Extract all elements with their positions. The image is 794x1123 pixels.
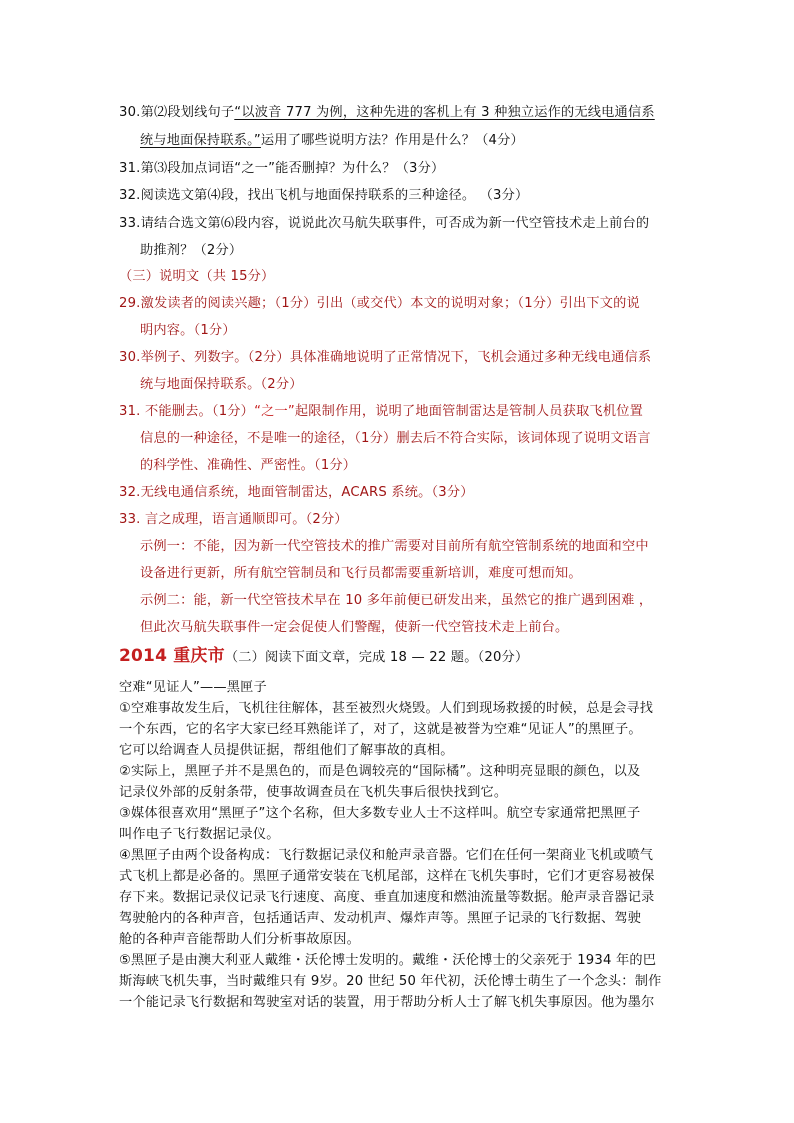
paragraph-5-line-3: 一个能记录飞行数据和驾驶室对话的装置，用于帮助分析人士了解飞机失事原因。他为墨尔 xyxy=(119,995,655,1010)
question-32: 32.阅读选文第⑷段，找出飞机与地面保持联系的三种途径。 （3分） xyxy=(119,188,529,203)
question-30-quote-end: 统与地面保持联系。” xyxy=(140,133,261,148)
paragraph-4-line-3: 存下来。数据记录仪记录飞行速度、高度、垂直加速度和燃油流量等数据。舱声录音器记录 xyxy=(119,890,655,905)
answer-31-line-1 xyxy=(119,403,643,421)
section-city-heading: 2014 重庆市 xyxy=(119,646,225,666)
paragraph-2-line-1: ②实际上，黑匣子并不是黑色的，而是色调较亮的“国际橘”。这种明亮显眼的颜色，以及 xyxy=(119,764,641,779)
question-30-tail: 运用了哪些说明方法？作用是什么？（4分） xyxy=(260,133,524,148)
paragraph-5-line-1: ⑤黑匣子是由澳大利亚人戴维・沃伦博士发明的。戴维・沃伦博士的父亲死于 1934 年的巴 xyxy=(119,953,657,968)
question-30-number: 30. xyxy=(119,105,141,120)
answers-section-title: （三）说明文（共 15分） xyxy=(119,269,275,284)
paragraph-1-line-2: 一个东西，它的名字大家已经耳熟能详了，对了，这就是被誉为空难“见证人”的黑匣子。 xyxy=(119,722,642,737)
question-33-line-1: 33.请结合选文第⑹段内容，说说此次马航失联事件，可否成为新一代空管技术走上前台的 xyxy=(119,216,650,231)
question-30-line-2 xyxy=(140,132,524,150)
question-30-quote: “以波音 777 为例，这种先进的客机上有 3 种独立运作的无线电通信系 xyxy=(234,105,655,120)
answer-30-line-2: 统与地面保持联系。（2分） xyxy=(140,377,303,392)
answer-32: 32.无线电通信系统，地面管制雷达，ACARS 系统。（3分） xyxy=(119,485,474,500)
example-2-line-1: 示例二：能，新一代空管技术早在 10 多年前便已研发出来，虽然它的推广遇到困难 ， xyxy=(140,593,653,608)
answer-29-line-1: 29.激发读者的阅读兴趣；（1分）引出（或交代）本文的说明对象；（1分）引出下文的说 xyxy=(119,296,640,311)
paragraph-1-line-1: ①空难事故发生后，飞机往往解体，甚至被烈火烧毁。人们到现场救援的时候，总是会寻找 xyxy=(119,701,654,716)
question-31: 31.第⑶段加点词语“之一”能否删掉？为什么？（3分） xyxy=(119,161,445,176)
section-2014-header xyxy=(119,646,528,667)
question-30-line-1 xyxy=(119,104,655,122)
section-instruction: （二）阅读下面文章，完成 18 — 22 题。（20分） xyxy=(224,650,529,665)
answer-31-line-3: 的科学性、准确性、严密性。（1分） xyxy=(140,458,357,473)
answer-31-post: 起限制作用，说明了地面管制雷达是管制人员获取飞机位置 xyxy=(294,404,643,419)
answer-30-line-1: 30.举例子、列数字。（2分）具体准确地说明了正常情况下，飞机会通过多种无线电通信系 xyxy=(119,350,652,365)
paragraph-4-line-5: 舱的各种声音能帮助人们分析事故原因。 xyxy=(119,932,360,947)
example-2-line-2: 但此次马航失联事件一定会促使人们警醒，使新一代空管技术走上前台。 xyxy=(140,620,569,635)
example-1-line-2: 设备进行更新，所有航空管制员和飞行员都需要重新培训，难度可想而知。 xyxy=(140,566,582,581)
paragraph-3-line-1: ③媒体很喜欢用“黑匣子”这个名称，但大多数专业人士不这样叫。航空专家通常把黑匣子 xyxy=(119,806,641,821)
paragraph-1-line-3: 它可以给调查人员提供证据，帮组他们了解事故的真相。 xyxy=(119,743,454,758)
answer-31-line-2: 信息的一种途径，不是唯一的途径，（1分）删去后不符合实际，该词体现了说明文语言 xyxy=(140,431,651,446)
paragraph-2-line-2: 记录仪外部的反射条带，使事故调查员在飞机失事后很快找到它。 xyxy=(119,785,508,800)
paragraph-4-line-2: 式飞机上都是必备的。黑匣子通常安装在飞机尾部，这样在飞机失事时，它们才更容易被保 xyxy=(119,869,655,884)
answer-31-pre: 31. 不能删去。（1分） xyxy=(119,404,255,419)
paragraph-4-line-4: 驾驶舱内的各种声音，包括通话声、发动机声、爆炸声等。黑匣子记录的飞行数据、驾驶 xyxy=(119,911,642,926)
answer-29-line-2: 明内容。（1分） xyxy=(140,323,236,338)
paragraph-3-line-2: 叫作电子飞行数据记录仪。 xyxy=(119,827,280,842)
paragraph-4-line-1: ④黑匣子由两个设备构成：飞行数据记录仪和舱声录音器。它们在任何一架商业飞机或喷气 xyxy=(119,848,654,863)
example-1-line-1: 示例一：不能，因为新一代空管技术的推广需要对目前所有航空管制系统的地面和空中 xyxy=(140,539,649,554)
answer-31-keyword: “之一” xyxy=(254,404,295,419)
paragraph-5-line-2: 斯海峡飞机失事，当时戴维只有 9岁。20 世纪 50 年代初，沃伦博士萌生了一个念头：制作 xyxy=(119,974,662,989)
answer-33: 33. 言之成理，语言通顺即可。（2分） xyxy=(119,512,348,527)
question-33-line-2: 助推剂？（2分） xyxy=(140,243,243,258)
article-title: 空难“见证人”——黑匣子 xyxy=(119,680,267,695)
question-30-pre: 第⑵段划线句子 xyxy=(140,105,235,120)
